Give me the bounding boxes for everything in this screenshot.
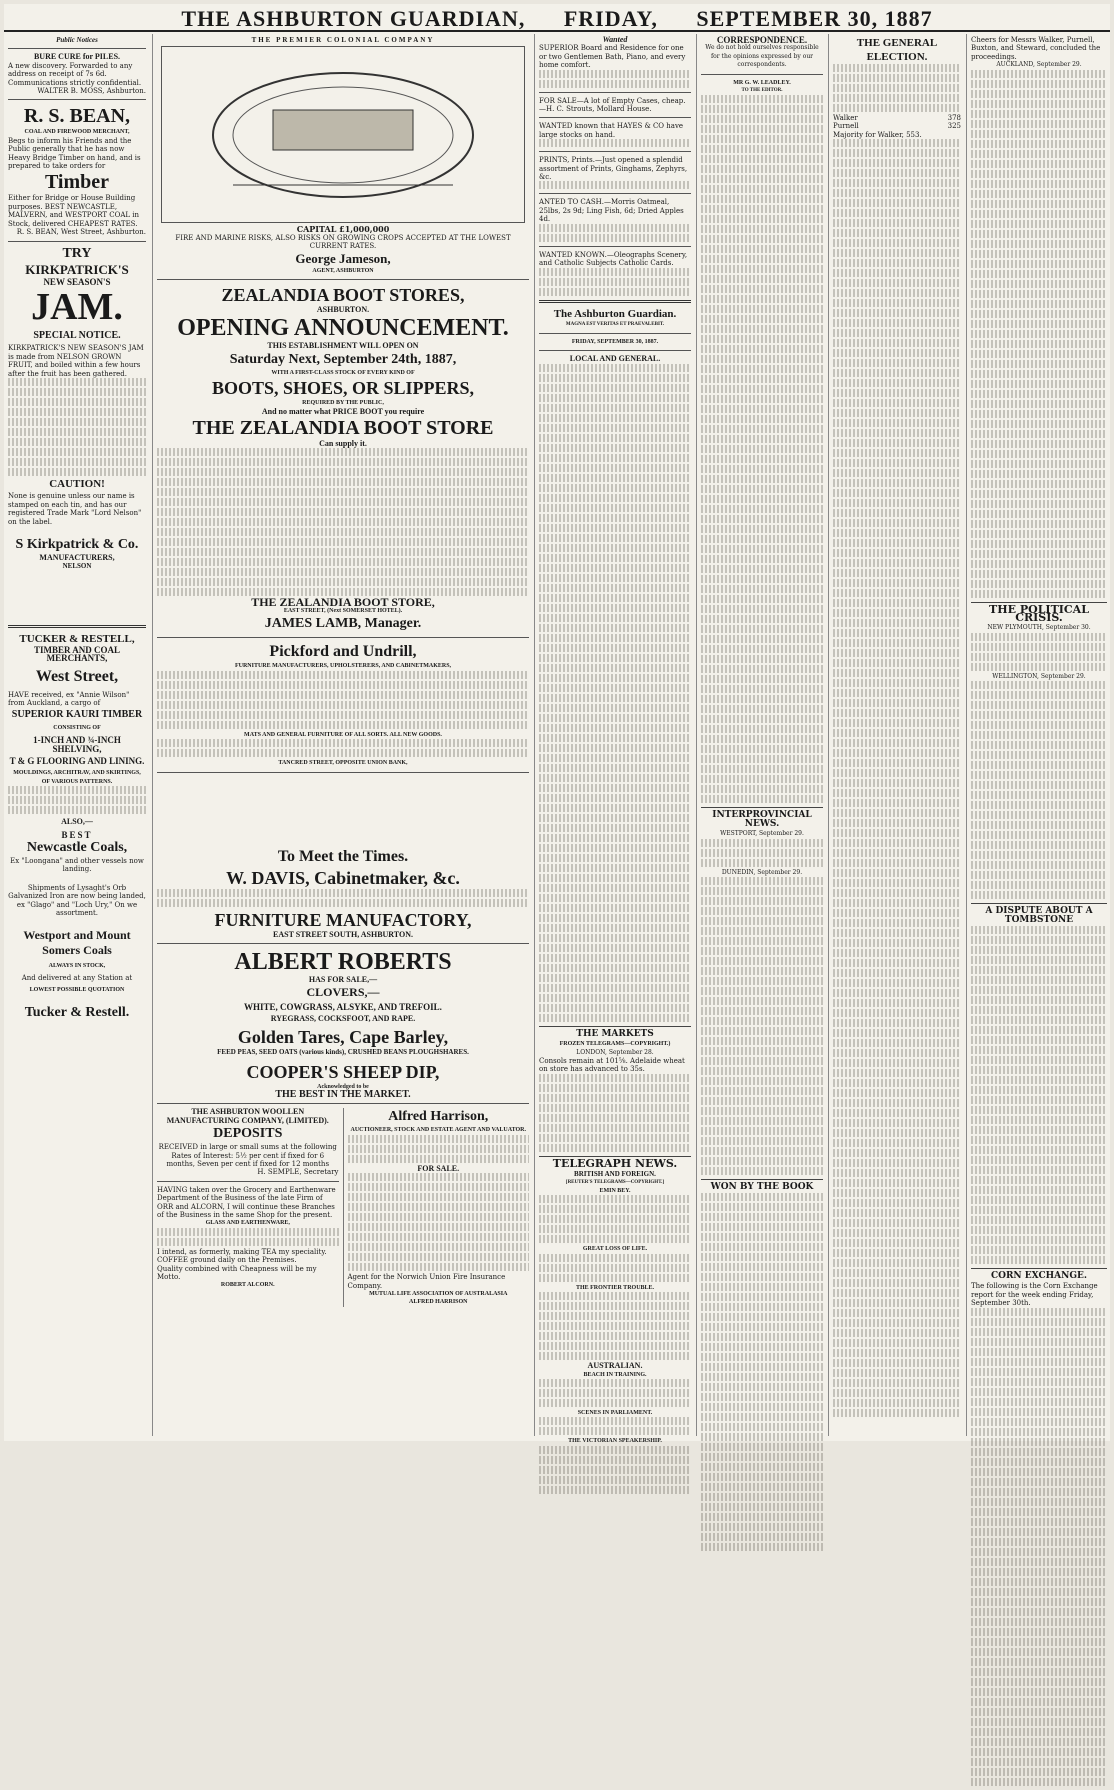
manufacturers: MANUFACTURERS, [39, 552, 115, 562]
supply-line: Can supply it. [319, 439, 367, 449]
auckland-dateline: AUCKLAND, September 29. [996, 61, 1082, 69]
weekday: FRIDAY, [563, 6, 658, 31]
walker-votes: 378 [947, 114, 961, 122]
zealandia-title: ZEALANDIA BOOT STORES, [221, 285, 465, 306]
fire-risks-text: FIRE AND MARINE RISKS, ALSO RISKS ON GROWING CROPS ACCEPTED AT THE LOWEST CURRENT RATES. [175, 233, 511, 251]
capital-line: CAPITAL £1,000,000 [296, 224, 390, 235]
purnell-name: Purnell [833, 122, 859, 131]
purnell-votes: 325 [947, 122, 961, 131]
mutual-life: MUTUAL LIFE ASSOCIATION OF AUSTRALASIA [369, 1290, 508, 1297]
west-street-heading: West Street, [35, 667, 119, 685]
column-3 [534, 34, 695, 1445]
dunedin-dateline: DUNEDIN, September 29. [721, 868, 803, 876]
bean-title: R. S. BEAN, [23, 105, 131, 128]
australian-heading: AUSTRALIAN. [587, 1361, 643, 1371]
golden-tares: Golden Tares, Cape Barley, [237, 1027, 449, 1048]
required-line: REQUIRED BY THE PUBLIC, [302, 400, 384, 407]
glass-earthenware: GLASS AND EARTHENWARE, [205, 1220, 290, 1227]
east-street-line: EAST STREET, (Next SOMERSET HOTEL). [283, 607, 403, 614]
caution-heading: CAUTION! [49, 477, 105, 490]
alfred-signature: ALFRED HARRISON [408, 1299, 468, 1306]
zealandia-address-title: THE ZEALANDIA BOOT STORE, [251, 595, 435, 610]
cure-signature: WALTER B. MOSS, Ashburton. [37, 87, 146, 96]
bottom-ads-row [157, 1108, 529, 1306]
won-by-book-heading: WON BY THE BOOK [701, 1179, 823, 1191]
great-loss: GREAT LOSS OF LIFE. [582, 1246, 648, 1253]
always-in-stock: ALWAYS IN STOCK, [48, 962, 106, 969]
furniture-manufactory: FURNITURE MANUFACTORY, [214, 909, 472, 930]
kauri-timber-heading: SUPERIOR KAURI TIMBER [11, 709, 143, 721]
establishment-line: THIS ESTABLISHMENT WILL OPEN ON [267, 341, 419, 351]
to-editor: TO THE EDITOR. [741, 88, 783, 94]
markets-heading: THE MARKETS [539, 1026, 691, 1038]
white-clovers: WHITE, COWGRASS, ALSYKE, AND TREFOIL. [244, 1002, 442, 1013]
beach-training: BEACH IN TRAINING. [583, 1371, 647, 1378]
meet-the-times: To Meet the Times. [277, 847, 409, 865]
auctioneer-line: AUCTIONEER, STOCK AND ESTATE AGENT AND VALUATOR. [350, 1127, 526, 1134]
opening-announcement: OPENING ANNOUNCEMENT. [177, 315, 509, 342]
tucker-restell-signature: Tucker & Restell. [24, 1004, 130, 1020]
agent-label: AGENT, ASHBURTON [312, 267, 374, 274]
albert-roberts: ALBERT ROBERTS [234, 948, 452, 975]
bean-text: Begs to inform his Friends and the Public generally that he has now Heavy Bridge Timber on hand, and is prepared to take orders for [8, 136, 141, 171]
responsibility-note: We do not hold ourselves responsible for the opinions expressed by our correspondents. [705, 44, 819, 69]
east-street-south: EAST STREET SOUTH, ASHBURTON. [273, 929, 413, 939]
guardian-date: FRIDAY, SEPTEMBER 30, 1887. [571, 338, 659, 345]
semple-signature: H. SEMPLE, Secretary [257, 1168, 339, 1177]
for-sale-heading: FOR SALE. [417, 1163, 460, 1173]
ashburton-label: ASHBURTON. [316, 305, 370, 315]
best-label: BEST [61, 829, 93, 840]
consols-text: Consols remain at 101⅝. Adelaide wheat on store has advanced to 35s. [539, 1056, 685, 1074]
correspondence-heading: CORRESPONDENCE. [716, 35, 808, 45]
superior-board-ad: SUPERIOR Board and Residence for one or two Gentlemen Bath, Piano, and every home comfort. [539, 44, 686, 70]
leadley-heading: MR G. W. LEADLEY. [733, 79, 791, 86]
general-election-heading: THE GENERAL ELECTION. [856, 37, 938, 63]
jam-heading: JAM. [31, 285, 123, 328]
column-2 [152, 34, 533, 1436]
frontier-trouble: THE FRONTIER TROUBLE. [575, 1284, 655, 1291]
kirkpatrick-co: S Kirkpatrick & Co. [15, 536, 139, 552]
insurance-seal-icon [193, 55, 493, 215]
clovers-heading: CLOVERS,— [306, 985, 380, 1000]
walker-name: Walker [833, 114, 858, 122]
tancred-line: TANCRED STREET, OPPOSITE UNION BANK, [278, 760, 408, 767]
lowest-quotation: LOWEST POSSIBLE QUOTATION [29, 987, 125, 994]
alfred-harrison: Alfred Harrison, [388, 1109, 489, 1125]
robert-alcorn: ROBERT ALCORN. [220, 1282, 275, 1289]
guardian-title: The Ashburton Guardian. [553, 307, 677, 320]
newspaper-page [4, 4, 1110, 1445]
patterns-line: OF VARIOUS PATTERNS. [41, 778, 113, 785]
mouldings-line: MOULDINGS, ARCHITRAV, AND SKIRTINGS, [13, 770, 141, 777]
matter-line: And no matter what PRICE BOOT you require [261, 406, 425, 416]
insurance-logo [161, 46, 525, 223]
cure-text: A new discovery. Forwarded to any address on receipt of 7s 6d. Communications strictly confidential. [8, 61, 142, 87]
column-6 [966, 34, 1111, 1436]
masthead-title [4, 6, 1110, 32]
deposits-heading: DEPOSITS [213, 1126, 283, 1142]
paper-name: THE ASHBURTON GUARDIAN, [181, 6, 526, 31]
walker-result [833, 114, 961, 122]
kirkpatrick-heading: KIRKPATRICK'S [25, 261, 129, 277]
furniture-manufacturers: FURNITURE MANUFACTURERS, UPHOLSTERERS, AND CABINETMAKERS, [234, 663, 452, 670]
james-lamb: JAMES LAMB, Manager. [264, 616, 422, 632]
mats-line: MATS AND GENERAL FURNITURE OF ALL SORTS. ALL NEW GOODS. [244, 731, 442, 738]
oleographs-ad: WANTED KNOWN.—Oleographs Scenery, and Catholic Subjects Catholic Cards. [539, 250, 688, 268]
empty-cases-ad: FOR SALE—A lot of Empty Cases, cheap.—H. C. Strouts, Mollard House. [539, 96, 686, 114]
wellington-dateline: WELLINGTON, September 29. [992, 672, 1086, 680]
cash-ad: ANTED TO CASH.—Morris Oatmeal, 25lbs, 2s 9d; Ling Fish, 6d; Dried Apples 4d. [539, 198, 684, 224]
quality-line: Quality combined with Cheapness will be my Motto. [157, 1264, 317, 1282]
coffee-line: COFFEE ground daily on the Premises. [157, 1256, 297, 1265]
victorian-speakership: THE VICTORIAN SPEAKERSHIP. [568, 1438, 662, 1445]
majority-line: Majority for Walker, 553. [833, 130, 922, 139]
has-for-sale: HAS FOR SALE,— [308, 974, 378, 984]
reuter-line: [REUTER'S TELEGRAMS—COPYRIGHT.] [565, 1179, 665, 1185]
scenes-parliament: SCENES IN PARLIAMENT. [577, 1410, 653, 1416]
george-jameson: George Jameson, [295, 250, 391, 266]
cure-heading: BURE CURE for PILES. [33, 52, 121, 62]
have-received-text: HAVE received, ex "Annie Wilson" from Auckland, a cargo of [8, 690, 130, 707]
having-text: HAVING taken over the Grocery and Earthenware Department of the Business of the late Firm of ORR and ALCORN, I will continue these Branches of the Business in the same Shop for the present. [157, 1185, 336, 1219]
ryegrass-line: RYEGRASS, COCKSFOOT, AND RAPE. [270, 1013, 416, 1023]
new-plymouth-dateline: NEW PLYMOUTH, September 30. [987, 624, 1091, 632]
flooring-line: T & G FLOORING AND LINING. [9, 756, 145, 767]
coopers-sheep-dip: COOPER'S SHEEP DIP, [246, 1061, 440, 1082]
cheers-text: Cheers for Messrs Walker, Purnell, Buxton, and Steward, concluded the proceedings. [971, 36, 1101, 61]
wanted-known-ad: WANTED known that HAYES & CO have large stocks on hand. [539, 122, 684, 139]
also-label: ALSO,— [61, 817, 93, 827]
westport-dateline: WESTPORT, September 29. [720, 830, 804, 838]
bean-subtitle: COAL AND FIREWOOD MERCHANT, [24, 129, 130, 136]
caution-text: None is genuine unless our name is stamped on each tin, and has our registered Trade Mark "Lord Nelson" on the label. [8, 492, 142, 526]
zealandia-store-heading: THE ZEALANDIA BOOT STORE [192, 417, 494, 440]
shipments-text: Shipments of Lysaght's Orb Galvanized Iron are now being landed, ex "Glago" and "Loch Ury," On we assortment. [8, 883, 146, 918]
tea-line: I intend, as formerly, making TEA my speciality. [157, 1247, 327, 1256]
telegraph-news-heading: TELEGRAPH NEWS. [539, 1156, 691, 1168]
frozen-telegrams: FROZEN TELEGRAMS—COPYRIGHT.) [559, 1041, 671, 1048]
political-crisis-heading: THE POLITICAL CRISIS. [971, 602, 1107, 623]
pickford-title: Pickford and Undrill, [269, 643, 417, 661]
column-1 [4, 34, 150, 1436]
westport-coals-heading: Westport and Mount Somers Coals [23, 927, 131, 957]
tucker-restell-title: TUCKER & RESTELL, [19, 632, 135, 645]
purnell-result [833, 122, 961, 130]
emin-bey: EMIN BEY. [599, 1187, 631, 1194]
saturday-line: Saturday Next, September 24th, 1887, [229, 351, 457, 367]
issue-date: SEPTEMBER 30, 1887 [696, 6, 933, 31]
prints-ad: PRINTS, Prints.—Just opened a splendid assortment of Prints, Ginghams, Zephyrs, &c. [539, 156, 688, 182]
consisting-of: CONSISTING OF [53, 724, 101, 731]
norwich-agent: Agent for the Norwich Union Fire Insurance Company. [347, 1273, 506, 1290]
guardian-motto: MAGNA EST VERITAS ET PRAEVALEBIT. [565, 321, 665, 327]
acknowledged-line: Acknowledged to be [317, 1083, 369, 1090]
column-5 [828, 34, 965, 1436]
stock-line: WITH A FIRST-CLASS STOCK OF EVERY KIND OF [271, 369, 415, 376]
premier-company-title: THE PREMIER COLONIAL COMPANY [251, 36, 435, 44]
deposits-text: RECEIVED in large or small sums at the following Rates of Interest: 5½ per cent if fixed for 6 months, Seven per cent if fixed for 12 months [158, 1143, 337, 1168]
public-notices-header: Public Notices [56, 36, 98, 44]
delivered-text: And delivered at any Station at [21, 973, 133, 982]
special-notice-text: KIRKPATRICK'S NEW SEASON'S JAM is made from NELSON GROWN FRUIT, and boiled within a few hours after the fruit has been gathered. [8, 344, 144, 378]
corn-exchange-heading: CORN EXCHANGE. [971, 1268, 1107, 1280]
bean-text-2: Either for Bridge or House Building purposes. BEST NEWCASTLE, MALVERN, and WESTPORT COAL in Stock, delivered CHEAPEST RATES. [8, 194, 140, 228]
boots-heading: BOOTS, SHOES, OR SLIPPERS, [211, 378, 475, 399]
local-general-heading: LOCAL AND GENERAL. [569, 354, 661, 364]
tombstone-heading: A DISPUTE ABOUT A TOMBSTONE [971, 903, 1107, 924]
tucker-subtitle: TIMBER AND COAL MERCHANTS, [33, 644, 120, 664]
woollen-company: THE ASHBURTON WOOLLEN MANUFACTURING COMPANY, (LIMITED). [166, 1107, 329, 1125]
davis-title: W. DAVIS, Cabinetmaker, &c. [226, 867, 460, 888]
wanted-header: Wanted [602, 35, 628, 44]
try-heading: TRY [62, 245, 92, 261]
best-in-market: THE BEST IN THE MARKET. [275, 1088, 411, 1100]
interprovincial-heading: INTERPROVINCIAL NEWS. [701, 807, 823, 828]
newcastle-coals-heading: Newcastle Coals, [26, 840, 128, 856]
masthead [4, 4, 1110, 32]
timber-heading: Timber [44, 171, 110, 194]
loongana-text: Ex "Loongana" and other vessels now landing. [10, 857, 144, 874]
column-4 [696, 34, 827, 1436]
special-notice-heading: SPECIAL NOTICE. [33, 329, 121, 341]
london-dateline: LONDON, September 28. [576, 1048, 654, 1056]
new-season-heading: NEW SEASON'S [43, 276, 111, 287]
british-foreign: BRITISH AND FOREIGN. [574, 1170, 656, 1179]
shelving-line: 1-INCH AND ¾-INCH SHELVING, [33, 735, 121, 754]
feed-peas-line: FEED PEAS, SEED OATS (various kinds), CRUSHED BEANS PLOUGHSHARES. [217, 1048, 469, 1057]
bean-signature: R. S. BEAN, West Street, Ashburton. [16, 228, 146, 237]
corn-exchange-text: The following is the Corn Exchange report for the week ending Friday, September 30th. [971, 1282, 1098, 1308]
nelson-label: NELSON [62, 562, 92, 571]
